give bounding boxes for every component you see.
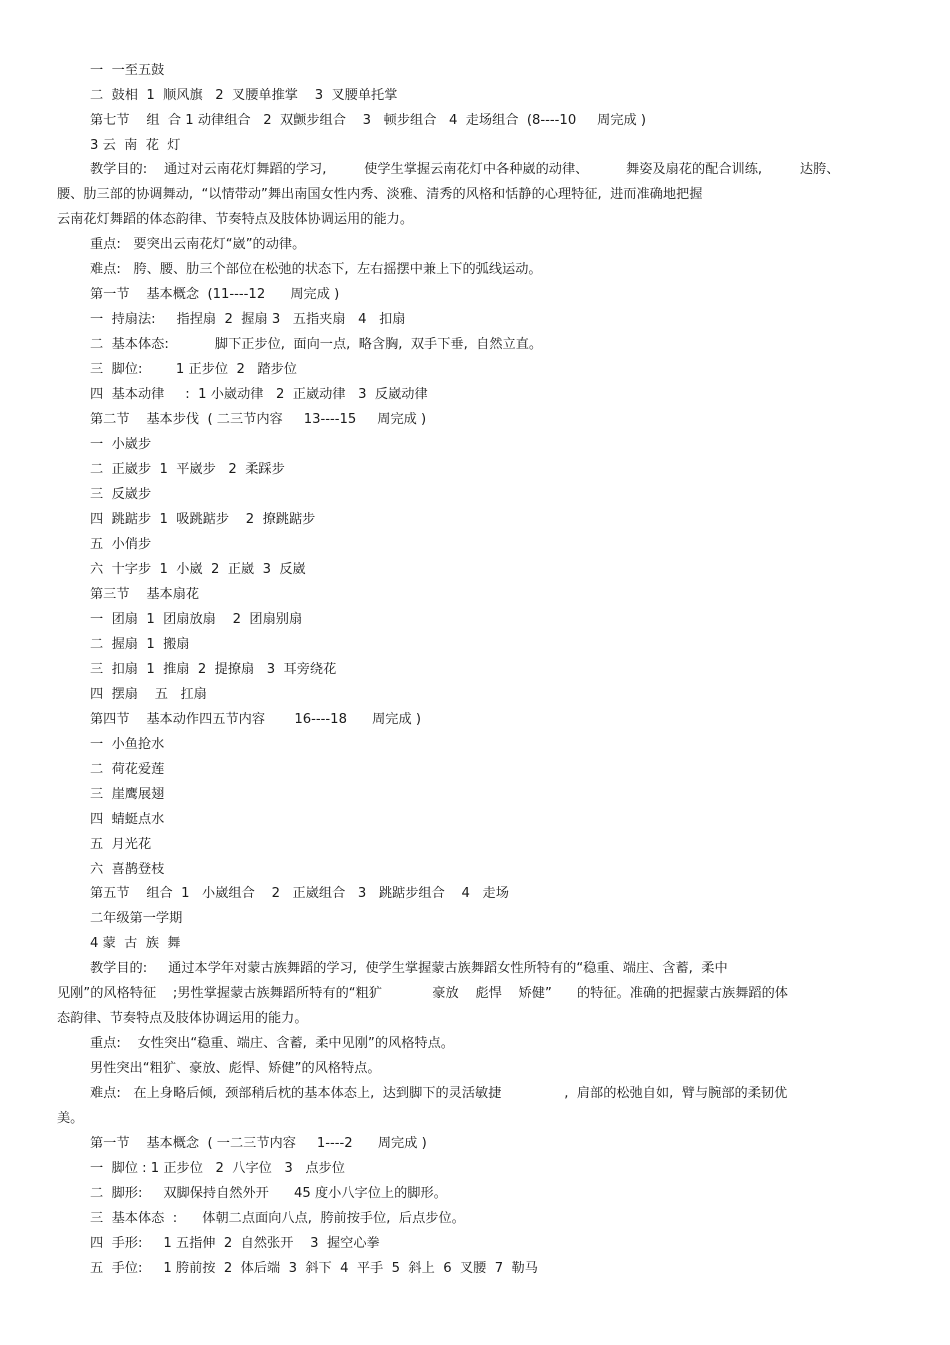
text-line: 三 基本体态 : 体朝二点面向八点, 胯前按手位, 后点步位。 [90, 1211, 465, 1226]
text-line: 四 摆扇 五 扛扇 [90, 687, 207, 702]
text-line: 云南花灯舞蹈的体态韵律、节奏特点及肢体协调运用的能力。 [57, 212, 414, 227]
text-line: 第一节 基本概念 ( 一二三节内容 1----2 周完成 ) [90, 1136, 427, 1151]
text-line: 重点: 女性突出“稳重、端庄、含蓄, 柔中见刚”的风格特点。 [90, 1036, 454, 1051]
text-line: 三 脚位: 1 正步位 2 踏步位 [90, 362, 297, 377]
text-line: 三 反崴步 [90, 487, 152, 502]
text-line: 第四节 基本动作四五节内容 16----18 周完成 ) [90, 712, 422, 727]
text-line: 四 跳踮步 1 吸跳踮步 2 撩跳踮步 [90, 512, 316, 527]
text-line: 第五节 组合 1 小崴组合 2 正崴组合 3 跳踮步组合 4 走场 [90, 886, 509, 901]
text-line: 二 正崴步 1 平崴步 2 柔踩步 [90, 462, 285, 477]
text-line: 一 一至五鼓 [90, 63, 165, 78]
text-line: 五 月光花 [90, 837, 152, 852]
text-line: 二 基本体态: 脚下正步位, 面向一点, 略含胸, 双手下垂, 自然立直。 [90, 337, 543, 352]
text-line: 一 小鱼抢水 [90, 737, 165, 752]
text-line: 六 喜鹊登枝 [90, 862, 165, 877]
text-line: 教学目的: 通过对云南花灯舞蹈的学习, 使学生掌握云南花灯中各种崴的动律、 舞姿及扇花的配合训练, 达胯、 [90, 162, 840, 177]
text-line: 一 脚位 : 1 正步位 2 八字位 3 点步位 [90, 1161, 345, 1176]
text-line: 一 小崴步 [90, 437, 152, 452]
text-line: 美。 [57, 1111, 84, 1126]
text-line: 二 握扇 1 搬扇 [90, 637, 190, 652]
text-line: 腰、肋三部的协调舞动, “以情带动”舞出南国女性内秀、淡雅、清秀的风格和恬静的心理特征, 进而准确地把握 [57, 187, 703, 202]
text-line: 三 崖鹰展翅 [90, 787, 165, 802]
text-line: 见刚”的风格特征 ;男性掌握蒙古族舞蹈所特有的“粗犷 豪放 彪悍 矫健” 的特征。准确的把握蒙古族舞蹈的体 [57, 986, 788, 1001]
text-line: 二 鼓相 1 顺风旗 2 叉腰单推掌 3 叉腰单托掌 [90, 88, 398, 103]
text-line: 五 手位: 1 胯前按 2 体后端 3 斜下 4 平手 5 斜上 6 叉腰 7 勒马 [90, 1261, 538, 1276]
text-line: 态韵律、节奏特点及肢体协调运用的能力。 [57, 1011, 308, 1026]
text-line: 四 基本动律 : 1 小崴动律 2 正崴动律 3 反崴动律 [90, 387, 428, 402]
text-line: 一 持扇法: 指捏扇 2 握扇 3 五指夹扇 4 扣扇 [90, 312, 406, 327]
text-line: 二 荷花爱莲 [90, 762, 165, 777]
text-line: 难点: 在上身略后倾, 颈部稍后枕的基本体态上, 达到脚下的灵活敏捷 , 肩部的松弛自如, 臂与腕部的柔韧优 [90, 1086, 788, 1101]
text-line: 四 蜻蜓点水 [90, 812, 165, 827]
text-line: 五 小俏步 [90, 537, 152, 552]
text-line: 二年级第一学期 [90, 911, 183, 926]
text-line: 重点: 要突出云南花灯“崴”的动律。 [90, 237, 306, 252]
text-line: 二 脚形: 双脚保持自然外开 45 度小八字位上的脚形。 [90, 1186, 447, 1201]
text-line: 男性突出“粗犷、豪放、彪悍、矫健”的风格特点。 [90, 1061, 381, 1076]
text-line: 第七节 组 合 1 动律组合 2 双颤步组合 3 顿步组合 4 走场组合 (8----10 周完成 ) [90, 113, 647, 128]
section-heading: 4 蒙 古 族 舞 [90, 936, 181, 951]
text-line: 难点: 胯、腰、肋三个部位在松弛的状态下, 左右摇摆中兼上下的弧线运动。 [90, 262, 542, 277]
text-line: 第一节 基本概念 (11----12 周完成 ) [90, 287, 340, 302]
text-line: 教学目的: 通过本学年对蒙古族舞蹈的学习, 使学生掌握蒙古族舞蹈女性所特有的“稳重、端庄、含蓄, 柔中 [90, 961, 728, 976]
text-line: 第二节 基本步伐 ( 二三节内容 13----15 周完成 ) [90, 412, 427, 427]
text-line: 四 手形: 1 五指伸 2 自然张开 3 握空心拳 [90, 1236, 380, 1251]
text-line: 一 团扇 1 团扇放扇 2 团扇别扇 [90, 612, 303, 627]
text-line: 第三节 基本扇花 [90, 587, 200, 602]
text-line: 三 扣扇 1 推扇 2 提撩扇 3 耳旁绕花 [90, 662, 337, 677]
text-line: 六 十字步 1 小崴 2 正崴 3 反崴 [90, 562, 306, 577]
section-heading: 3 云 南 花 灯 [90, 138, 181, 153]
